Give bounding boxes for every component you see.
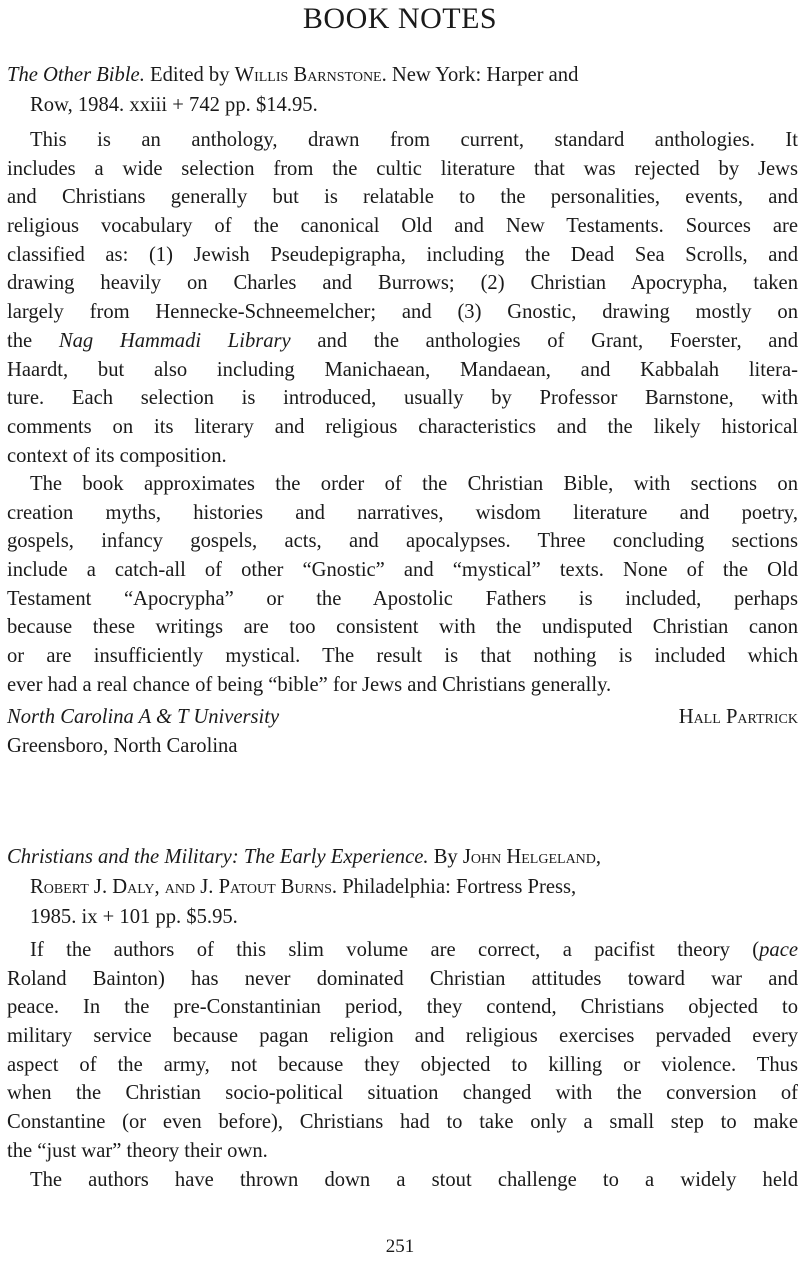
signature-row (7, 703, 798, 732)
text-line: military service because pagan religion and religious exercises pervaded every (7, 1025, 798, 1048)
text-line: Constantine (or even before), Christians had to take only a small step to make (7, 1111, 798, 1134)
author-names: Robert J. Daly, and J. Patout Burns. (30, 876, 338, 898)
text-line (7, 936, 798, 965)
reviewer-name: Hall Partrick (678, 706, 798, 728)
review2-paragraph-2 (7, 1166, 798, 1195)
text-line: or are insufficiently mystical. The result is that nothing is included which (7, 645, 798, 668)
text-line: This is an anthology, drawn from current, standard anthologies. It (30, 129, 798, 151)
review2-paragraph-1 (7, 936, 798, 1166)
text-line: Testament “Apocrypha” or the Apostolic Fathers is included, perhaps (7, 587, 798, 610)
text-line: gospels, infancy gospels, acts, and apocalypses. Three concluding sections (7, 530, 798, 553)
text-segment: If the authors of this slim volume are correct, a pacifist theory ( (30, 939, 760, 961)
text-line: drawing heavily on Charles and Burrows; (2) Christian Apocrypha, taken (7, 272, 798, 295)
text-line: The book approximates the order of the Christian Bible, with sections on (30, 473, 798, 495)
review1-citation (7, 60, 797, 120)
text-line: largely from Hennecke-Schneemelcher; and (3) Gnostic, drawing mostly on (7, 301, 798, 324)
review1-signature (7, 703, 798, 760)
citation-line-1 (7, 842, 797, 872)
review2-citation (7, 842, 797, 932)
publisher: New York: Harper and (391, 64, 579, 86)
text-line: aspect of the army, not because they objected to killing or violence. Thus (7, 1053, 798, 1076)
text-line: include a catch-all of other “Gnostic” and “mystical” texts. None of the Old (7, 559, 798, 582)
text-line: creation myths, histories and narratives, wisdom literature and poetry, (7, 501, 798, 524)
citation-line-3: 1985. ix + 101 pp. $5.95. (30, 906, 238, 928)
text-line: Roland Bainton) has never dominated Christian attitudes toward war and (7, 967, 798, 990)
text-line: ture. Each selection is introduced, usually by Professor Barnstone, with (7, 387, 798, 410)
author-name: John Helgeland, (462, 846, 602, 868)
text-line: and Christians generally but is relatable to the personalities, events, and (7, 186, 798, 209)
text-line: The authors have thrown down a stout challenge to a widely held (30, 1169, 798, 1191)
text-line: context of its composition. (7, 444, 227, 467)
page-number: 251 (385, 1236, 415, 1257)
text-line: Haardt, but also including Manichaean, Mandaean, and Kabbalah litera- (7, 358, 798, 381)
editor-name: Willis Barnstone. (234, 64, 387, 86)
text-line: ever had a real chance of being “bible” for Jews and Christians generally. (7, 673, 612, 696)
italic-title: Nag Hammadi Library (58, 329, 291, 352)
citation-line-1 (7, 60, 797, 90)
text-line: because these writings are too consistent with the undisputed Christian canon (7, 616, 798, 639)
text-segment: the (7, 329, 33, 352)
text-line: includes a wide selection from the cultic literature that was rejected by Jews (7, 157, 798, 180)
italic-term: pace (759, 939, 798, 961)
edited-by: Edited by (150, 64, 230, 86)
review1-paragraph-2 (7, 470, 798, 700)
page-title: BOOK NOTES (302, 2, 498, 35)
by-label: By (433, 846, 458, 868)
location-row (7, 732, 798, 761)
publisher: Philadelphia: Fortress Press, (342, 876, 577, 898)
text-line: when the Christian socio-political situation changed with the conversion of (7, 1082, 798, 1105)
text-line: peace. In the pre-Constantinian period, they contend, Christians objected to (7, 996, 798, 1019)
text-segment: and the anthologies of Grant, Foerster, and (317, 329, 799, 352)
text-line: comments on its literary and religious characteristics and the likely historical (7, 415, 798, 438)
text-line: the “just war” theory their own. (7, 1139, 268, 1162)
text-line (7, 327, 798, 356)
affiliation: North Carolina A & T University (7, 706, 280, 728)
citation-line-2: Row, 1984. xxiii + 742 pp. $14.95. (30, 94, 318, 116)
book-title: Christians and the Military: The Early Experience. (7, 846, 429, 868)
location: Greensboro, North Carolina (7, 734, 238, 757)
citation-line-2 (7, 872, 797, 902)
text-line: classified as: (1) Jewish Pseudepigrapha, including the Dead Sea Scrolls, and (7, 243, 798, 266)
text-line: religious vocabulary of the canonical Old and New Testaments. Sources are (7, 215, 798, 238)
review1-paragraph-1 (7, 126, 798, 470)
book-title: The Other Bible. (7, 64, 145, 86)
